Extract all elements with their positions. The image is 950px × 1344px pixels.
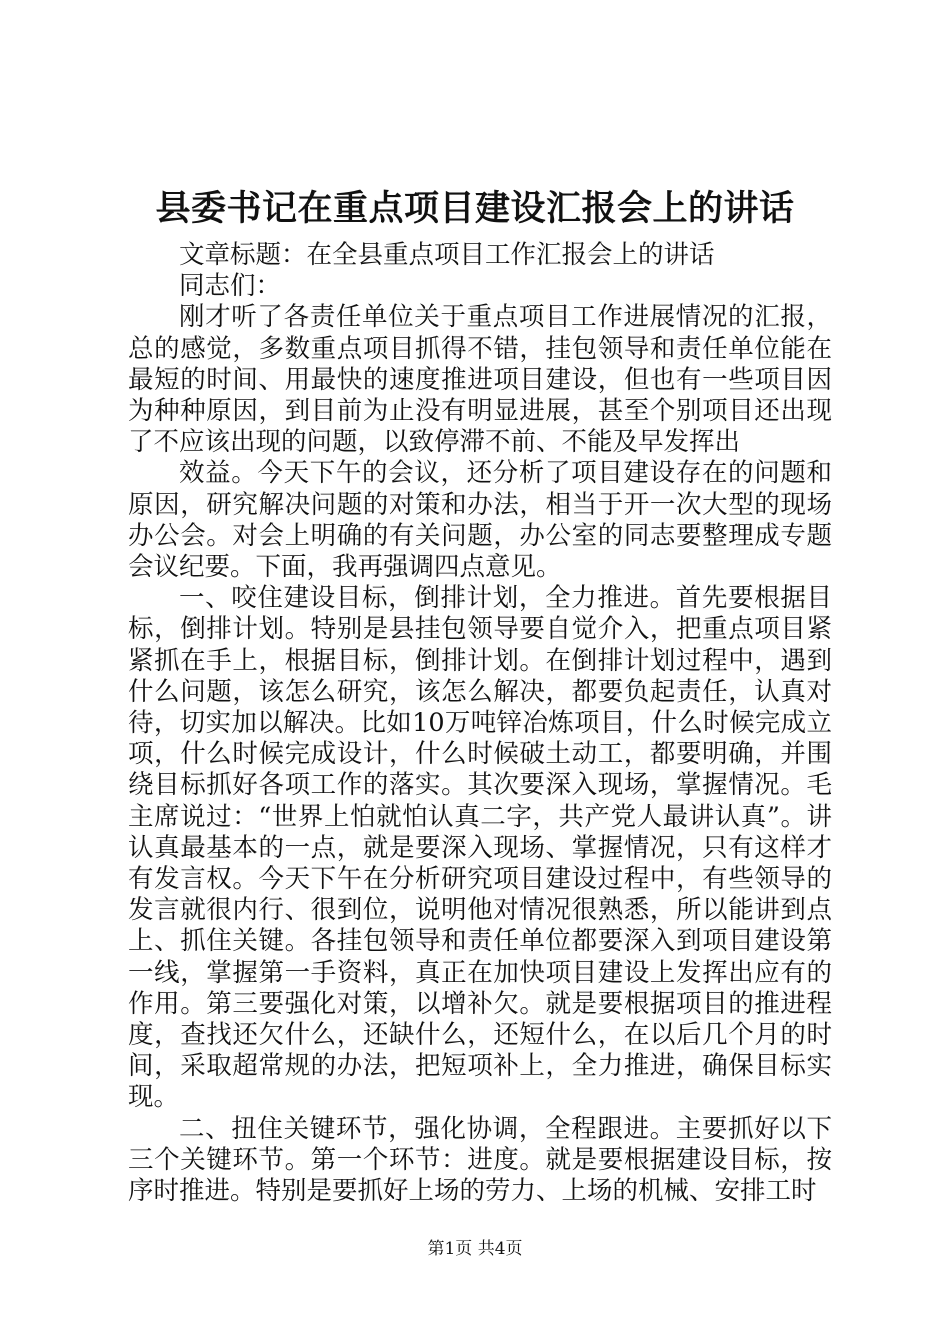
document-title: 县委书记在重点项目建设汇报会上的讲话 [155, 188, 795, 229]
paragraph-meeting-summary: 效益。今天下午的会议，还分析了项目建设存在的问题和原因，研究解决问题的对策和办法，相当于开一次大型的现场办公会。对会上明确的有关问题，办公室的同志要整理成专题会议纪要。下面，我再强调四点意见。 [128, 458, 832, 583]
paragraph-article-title: 文章标题：在全县重点项目工作汇报会上的讲话 [179, 240, 715, 270]
paragraph-point-two: 二、扭住关键环节，强化协调，全程跟进。主要抓好以下三个关键环节。第一个环节：进度。就是要根据建设目标，按序时推进。特别是要抓好上场的劳力、上场的机械、安排工时 [128, 1113, 832, 1207]
paragraph-point-one: 一、咬住建设目标，倒排计划，全力推进。首先要根据目标，倒排计划。特别是县挂包领导要自觉介入，把重点项目紧紧抓在手上，根据目标，倒排计划。在倒排计划过程中，遇到什么问题，该怎么研究，该怎么解决，都要负起责任，认真对待，切实加以解决。比如10万吨锌冶炼项目，什么时候完成立项，什么时候完成设计，什么时候破土动工，都要明确，并围绕目标抓好各项工作的落实。其次要深入现场，掌握情况。毛主席说过：“世界上怕就怕认真二字，共产党人最讲认真”。讲认真最基本的一点，就是要深入现场、掌握情况，只有这样才有发言权。今天下午在分析研究项目建设过程中，有些领导的发言就很内行、很到位，说明他对情况很熟悉，所以能讲到点上、抓住关键。各挂包领导和责任单位都要深入到项目建设第一线，掌握第一手资料，真正在加快项目建设上发挥出应有的作用。第三要强化对策，以增补欠。就是要根据项目的推进程度，查找还欠什么，还缺什么，还短什么，在以后几个月的时间，采取超常规的办法，把短项补上，全力推进，确保目标实现。 [128, 583, 832, 1113]
paragraph-intro: 刚才听了各责任单位关于重点项目工作进展情况的汇报，总的感觉，多数重点项目抓得不错，挂包领导和责任单位能在最短的时间、用最快的速度推进项目建设，但也有一些项目因为种种原因，到目前为止没有明显进展，甚至个别项目还出现了不应该出现的问题，以致停滞不前、不能及早发挥出 [128, 302, 832, 458]
document-body [128, 240, 832, 1207]
page-footer: 第1页 共4页 [427, 1239, 523, 1259]
paragraph-salutation: 同志们： [179, 271, 282, 302]
